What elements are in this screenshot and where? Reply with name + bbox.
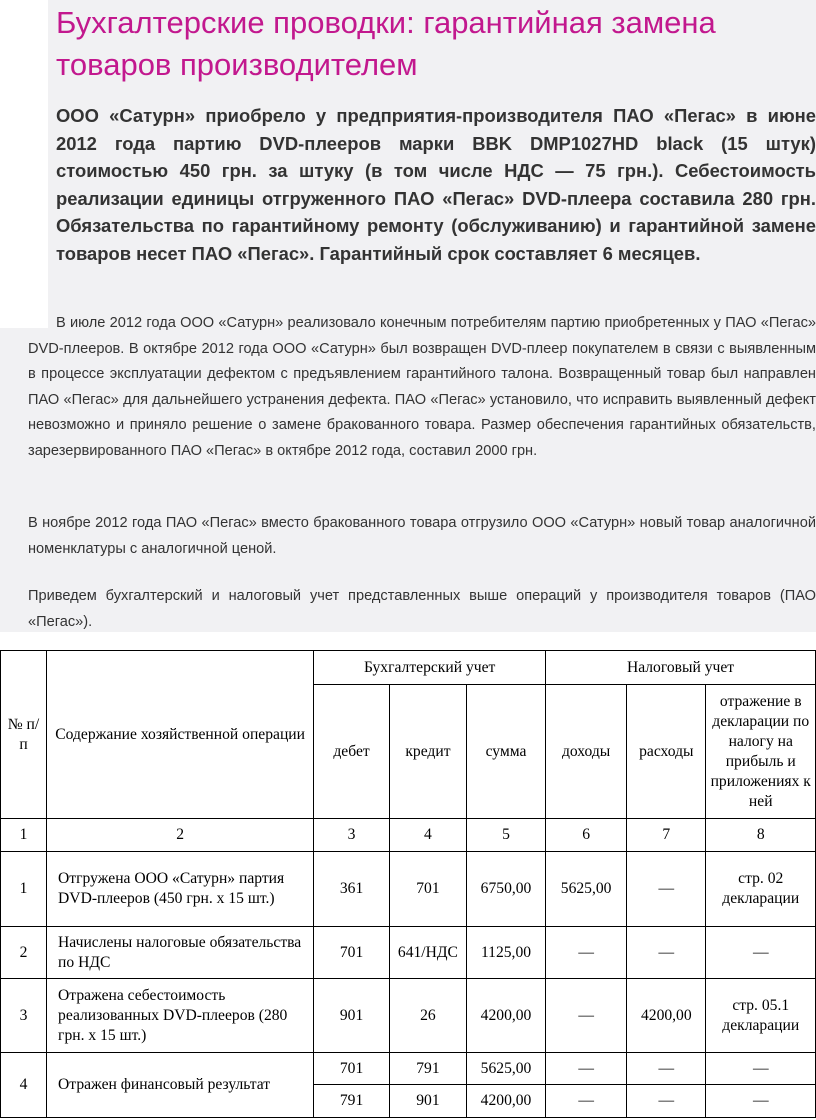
row-declaration: — — [706, 1085, 816, 1118]
row-num: 1 — [1, 852, 47, 927]
row-sum: 5625,00 — [466, 1053, 545, 1085]
row-debit: 701 — [314, 927, 390, 979]
row-credit: 901 — [389, 1085, 466, 1118]
row-expenses: — — [627, 1085, 706, 1118]
header-content: Содержание хозяйственной операции — [47, 651, 314, 819]
column-number-row — [1, 819, 816, 852]
row-declaration: стр. 05.1 декларации — [706, 979, 816, 1053]
row-income: — — [546, 1053, 627, 1085]
header-num: № п/п — [1, 651, 47, 819]
col-number: 6 — [546, 819, 627, 852]
row-income: — — [546, 927, 627, 979]
row-debit: 901 — [314, 979, 390, 1053]
row-sum: 4200,00 — [466, 1085, 545, 1118]
header-tax: Налоговый учет — [546, 651, 816, 685]
row-content: Начислены налоговые обязательства по НДС — [47, 927, 314, 979]
row-debit: 791 — [314, 1085, 390, 1118]
row-income: — — [546, 979, 627, 1053]
row-expenses: — — [627, 927, 706, 979]
row-income: 5625,00 — [546, 852, 627, 927]
header-row-1 — [1, 651, 816, 685]
row-content: Отгружена ООО «Сатурн» партия DVD-плееров (450 грн. х 15 шт.) — [47, 852, 314, 927]
header-credit: кредит — [389, 685, 466, 819]
col-number: 3 — [314, 819, 390, 852]
row-sum: 6750,00 — [466, 852, 545, 927]
row-content: Отражена себестоимость реализованных DVD-плееров (280 грн. х 15 шт.) — [47, 979, 314, 1053]
col-number: 4 — [389, 819, 466, 852]
header-sum: сумма — [466, 685, 545, 819]
row-content: Отражен финансовый результат — [47, 1053, 314, 1118]
col-number: 1 — [1, 819, 47, 852]
row-sum: 4200,00 — [466, 979, 545, 1053]
row-income: — — [546, 1085, 627, 1118]
table-row — [1, 927, 816, 979]
row-credit: 791 — [389, 1053, 466, 1085]
col-number: 5 — [466, 819, 545, 852]
col-number: 8 — [706, 819, 816, 852]
header-income: доходы — [546, 685, 627, 819]
table-row — [1, 979, 816, 1053]
page-title: Бухгалтерские проводки: гарантийная замена товаров производителем — [56, 5, 716, 82]
row-declaration: стр. 02 декларации — [706, 852, 816, 927]
col-number: 2 — [47, 819, 314, 852]
header-expenses: расходы — [627, 685, 706, 819]
row-sum: 1125,00 — [466, 927, 545, 979]
left-white-box — [0, 0, 48, 328]
col-number: 7 — [627, 819, 706, 852]
row-expenses: — — [627, 1053, 706, 1085]
row-num: 2 — [1, 927, 47, 979]
row-credit: 641/НДС — [389, 927, 466, 979]
row-num: 4 — [1, 1053, 47, 1118]
row-credit: 26 — [389, 979, 466, 1053]
table-row — [1, 852, 816, 927]
paragraph-2: В ноябре 2012 года ПАО «Пегас» вместо бракованного товара отгрузило ООО «Сатурн» новый товар аналогичной номенклатуры с аналогичной ценой. — [28, 515, 816, 557]
row-declaration: — — [706, 1053, 816, 1085]
paragraph-1-text: В июле 2012 года ООО «Сатурн» реализовало конечным потребителям партию приобретенных у ПАО «Пегас» DVD-плееров. В октябре 2012 года ООО «Сатурн» был возвращен DVD-плеер покупателем в связи с выявленным в процессе эксплуатации дефектом с предъявлением гарантийного талона. Возвращенный товар был направлен ПАО «Пегас» для дальнейшего устранения дефекта. ПАО «Пегас» установило, что исправить выявленный дефект невозможно и приняло решение о замене бракованного товара. Размер обеспечения гарантийных обязательств, зарезервированного ПАО «Пегас» в октябре 2012 года, составил 2000 грн. — [28, 315, 816, 459]
row-debit: 361 — [314, 852, 390, 927]
header-declaration: отражение в декларации по налогу на прибыль и приложениях к ней — [706, 685, 816, 819]
table-row — [1, 1053, 816, 1085]
header-debit: дебет — [314, 685, 390, 819]
header-accounting: Бухгалтерский учет — [314, 651, 546, 685]
paragraph-3: Приведем бухгалтерский и налоговый учет представленных выше операций у производителя товаров (ПАО «Пегас»). — [28, 588, 816, 630]
row-expenses: 4200,00 — [627, 979, 706, 1053]
row-credit: 701 — [389, 852, 466, 927]
row-debit: 701 — [314, 1053, 390, 1085]
row-declaration: — — [706, 927, 816, 979]
intro-paragraph: ООО «Сатурн» приобрело у предприятия-производителя ПАО «Пегас» в июне 2012 года партию DVD-плееров марки BBK DMP1027HD black (15 штук) стоимостью 450 грн. за штуку (в том числе НДС — 75 грн.). Себестоимость реализации единицы отгруженного ПАО «Пегас» DVD-плеера составила 280 грн. Обязательства по гарантийному ремонту (обслуживанию) и гарантийной замене товаров несет ПАО «Пегас». Гарантийный срок составляет 6 месяцев. — [56, 105, 816, 264]
row-expenses: — — [627, 852, 706, 927]
accounting-table — [0, 650, 816, 1118]
row-num: 3 — [1, 979, 47, 1053]
paragraph-1 — [28, 311, 816, 465]
